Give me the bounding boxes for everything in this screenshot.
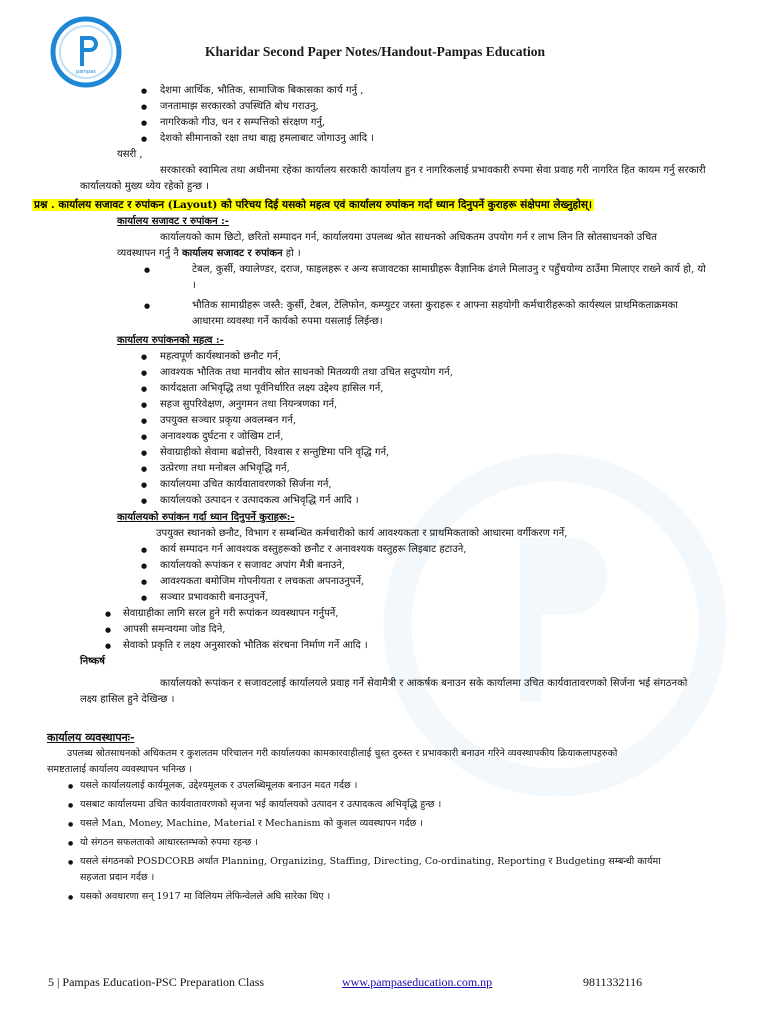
- header-title: Kharidar Second Paper Notes/Handout-Pampas Education: [205, 44, 546, 59]
- list-item: ● भौतिक सामाग्रीहरू जस्तै: कुर्सी, टेबल, टेलिफोन, कम्प्युटर जस्ता कुराहरू र आफ्ना सहयोगी कर्मचारीहरूको कार्यस्थल प्राथमिकताक्रमका आधारमा व्यवस्था गर्ने कार्यको रुपमा यसलाई लिईन्छ।: [80, 298, 730, 330]
- list-item: ● कार्यालयको उत्पादन र उत्पादकत्व अभिवृद्धि गर्न आदि ।: [80, 493, 730, 509]
- section-heading-layout: कार्यालय सजावट र रुपांकन :-: [117, 216, 229, 227]
- page-number: 5 | Pampas Education-PSC Preparation Class: [48, 975, 265, 989]
- list-item: ● सहज सुपरिवेक्षण, अनुगमन तथा नियन्त्रणका गर्न,: [80, 397, 730, 413]
- paragraph-line: कार्यालयको रूपांकन र सजावटलाई कार्यालयले प्रवाह गर्ने सेवामैत्री र आकर्षक बनाउन सके कार्यालमा उचित कार्यवातावरणको सिर्जना भई संगठनको: [160, 678, 688, 689]
- paragraph-line: कार्यालयको काम छिटो, छरितो सम्पादन गर्न, कार्यालयमा उपलब्ध श्रोत साधनको अधिकतम उपयोग गर्न र लाभ लिन ति स्रोतसाधनको उचित: [160, 232, 657, 243]
- list-item: ● यसको अवधारणा सन् 1917 मा विलियम लेफिन्वेलले अघि सारेका थिए ।: [68, 889, 730, 905]
- paragraph-line: उपयुक्त स्थानको छनौट, विभाग र सम्बन्धित कर्मचारीको कार्य आवश्यकता र प्राथमिकताको आधारमा वर्गीकरण गर्ने,: [156, 528, 568, 539]
- content-body: [34, 83, 730, 905]
- list-item: ● देशमा आर्थिक, भौतिक, सामाजिक बिकासका कार्य गर्नु ,: [80, 83, 730, 99]
- list-item: ● टेबल, कुर्सी, क्यालेण्डर, दराज, फाइलहरू र अन्य सजावटका सामाग्रीहरू वैज्ञानिक ढंगले मिलाउनु र पहुँचयोग्य ठाउँमा मिलाएर राख्ने कार्य हो, यो ।: [80, 262, 730, 294]
- list-item: ● कार्यालयमा उचित कार्यवातावरणको सिर्जना गर्न,: [80, 477, 730, 493]
- list-item: ● उपयुक्त सञ्चार प्रकृया अवलम्बन गर्न,: [80, 413, 730, 429]
- svg-text:pampas: pampas: [76, 69, 96, 75]
- list-item: ● कार्यदक्षता अभिवृद्धि तथा पूर्वनिर्धारित लक्ष्य उद्देश्य हासिल गर्न,: [80, 381, 730, 397]
- paragraph-line: लक्ष्य हासिल हुने देखिन्छ ।: [80, 694, 175, 705]
- list-item: ● नागरिकको गीउ, धन र सम्पत्तिको संरक्षण गर्नु,: [80, 115, 730, 131]
- list-item: ● अनावश्यक दुर्घटना र जोखिम टार्न,: [80, 429, 730, 445]
- section-heading-office-management: कार्यालय व्यवस्थापनः-: [47, 731, 135, 744]
- conclusion-paragraph: सरकारको स्वामित्व तथा अधीनमा रहेका कार्यालय सरकारी कार्यालय हुन र नागरिकलाई प्रभावकारी रुपमा सेवा प्रवाह गरी नागरित हित कायम गर्नु सरकारी कार्यालयको मुख्य ध्येय रहेको हुन्छ ।: [80, 165, 706, 192]
- list-item: ● सेवाग्राहीको सेवामा बढोत्तरी, विश्वास र सन्तुष्टिमा पनि वृद्धि गर्न,: [80, 445, 730, 461]
- list-item: ● जनतामाझ सरकारको उपस्थिति बोध गराउनु,: [80, 99, 730, 115]
- list-item: ● उत्प्रेरणा तथा मनोबल अभिवृद्धि गर्न,: [80, 461, 730, 477]
- pampas-logo-icon: [50, 16, 122, 88]
- list-item: ● आवश्यक भौतिक तथा मानवीय स्रोत साधनको मितव्ययी तथा उचित सदुपयोग गर्न,: [80, 365, 730, 381]
- list-item: ● सेवाग्राहीका लागि सरल हुने गरी रूपांकन व्यवस्थापन गर्नुपर्ने,: [80, 606, 730, 622]
- paragraph-line: उपलब्ध स्रोतसाधनको अधिकतम र कुशलतम परिचालन गरी कार्यालयका कामकारवाहीलाई चुस्त दुरुस्त र प्रभावकारी बनाउन गरिने व्यवस्थापकीय क्रियाकलापहरुको: [67, 748, 618, 759]
- section-heading-conclusion: निष्कर्ष: [80, 656, 105, 667]
- phone-number: 9811332116: [583, 975, 643, 989]
- paragraph-line: व्यवस्थापन गर्नु नै कार्यालय सजावट र रुपांकन हो ।: [117, 248, 301, 259]
- list-item: ● यसबाट कार्यालयमा उचित कार्यवातावरणको सृजना भई कार्यालयको उत्पादन र उत्पादकत्व अभिवृद्धि हुन्छ ।: [68, 797, 730, 813]
- list-item: ● कार्य सम्पादन गर्न आवश्यक वस्तुहरूको छनौट र अनावश्यक वस्तुहरू लिइबाट हटाउने,: [80, 542, 730, 558]
- list-item-continuation: सहजता प्रदान गर्दछ ।: [80, 872, 155, 883]
- yasari-label: यसरी ,: [117, 149, 143, 160]
- list-item: ● सञ्चार प्रभावकारी बनाउनुपर्ने,: [80, 590, 730, 606]
- highlighted-question: प्रश्न . कार्यालय सजावट र रुपांकन (Layout) को परिचय दिई यसको महत्व एवं कार्यालय रुपांकन गर्दा ध्यान दिनुपर्ने कुराहरू संक्षेपमा लेख्नुहोस्।: [34, 199, 592, 211]
- list-item: ● देशको सीमानाको रक्षा तथा बाह्य हमलाबाट जोगाउनु आदि ।: [80, 131, 730, 147]
- paragraph-line: समष्टतालाई कार्यालय व्यवस्थापन भनिन्छ ।: [47, 764, 192, 775]
- section-heading-importance: कार्यालय रुपांकनको महत्व :-: [117, 335, 224, 346]
- question-line: [34, 197, 730, 214]
- list-item: ● महत्वपूर्ण कार्यस्थानको छनौट गर्न,: [80, 349, 730, 365]
- section-heading-considerations: कार्यालयको रुपांकन गर्दा ध्यान दिनुपर्ने कुराहरू:-: [117, 512, 295, 523]
- list-item: ● यसले कार्यालयलाई कार्यमूलक, उद्देश्यमूलक र उपलब्धिमूलक बनाउन मदत गर्दछ ।: [68, 778, 730, 794]
- list-item: ● सेवाको प्रकृति र लक्ष्य अनुसारको भौतिक संरचना निर्माण गर्ने आदि ।: [80, 638, 730, 654]
- list-item: ● यो संगठन सफलताको आधारस्तम्भको रुपमा रहन्छ ।: [68, 835, 730, 851]
- list-item: ● आवश्यकता बमोजिम गोपनीयता र लचकता अपनाउनुपर्ने,: [80, 574, 730, 590]
- list-item: ● यसले Man, Money, Machine, Material र Mechanism को कुशल व्यवस्थापन गर्दछ ।: [68, 816, 730, 832]
- list-item: ● कार्यालयको रूपांकन र सजावट अपांग मैत्री बनाउने,: [80, 558, 730, 574]
- list-item: ● आपसी समन्वयमा जोड दिने,: [80, 622, 730, 638]
- website-link[interactable]: www.pampaseducation.com.np: [342, 975, 493, 989]
- list-item: ● यसले संगठनको POSDCORB अर्थात Planning, Organizing, Staffing, Directing, Co-ordinating, Reporting र Budgeting सम्बन्धी कार्यमा: [68, 854, 730, 870]
